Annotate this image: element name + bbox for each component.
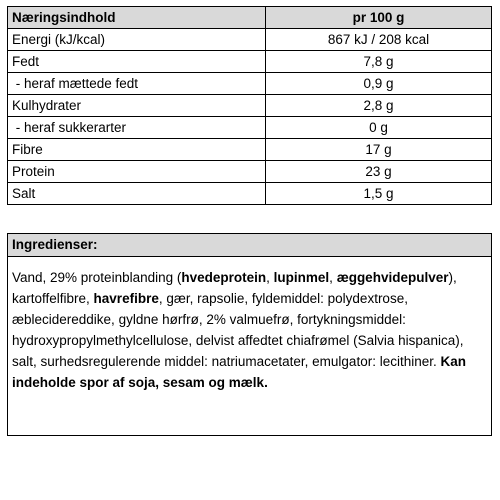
ingredient-text: ,: [266, 270, 274, 285]
nutrient-value: 0,9 g: [266, 73, 492, 95]
nutrition-header-row: [8, 7, 492, 29]
nutrition-row: [8, 161, 492, 183]
ingredient-text: ), kartoffelfibre,: [12, 270, 457, 306]
nutrient-label: - heraf sukkerarter: [8, 117, 266, 139]
nutrient-label: - heraf mættede fedt: [8, 73, 266, 95]
nutrient-label: Salt: [8, 183, 266, 205]
nutrition-header-label: Næringsindhold: [8, 7, 266, 29]
nutrient-label: Fedt: [8, 51, 266, 73]
nutrient-label: Energi (kJ/kcal): [8, 29, 266, 51]
nutrient-value: 867 kJ / 208 kcal: [266, 29, 492, 51]
ingredient-text: Vand, 29% proteinblanding (: [12, 270, 182, 285]
ingredient-allergen: lupinmel: [273, 270, 330, 285]
nutrient-label: Protein: [8, 161, 266, 183]
nutrition-row: [8, 139, 492, 161]
ingredient-allergen: Kan indeholde spor af soja, sesam og mælk.: [12, 354, 466, 390]
nutrient-value: 23 g: [266, 161, 492, 183]
nutrition-row: [8, 73, 492, 95]
nutrition-row: [8, 183, 492, 205]
nutrition-row: [8, 95, 492, 117]
ingredients-box: [7, 233, 492, 436]
nutrient-value: 1,5 g: [266, 183, 492, 205]
ingredient-text: , gær, rapsolie, fyldemiddel: polydextrose, æblecidereddike, gyldne hørfrø, 2% valmuefrø, fortykningsmiddel: hydroxypropylmethylcellulose, delvist affedtet chiafrømel (Salvia hispanica), salt, surhedsregulerende middel: natriumacetater, emulgator: lecithiner.: [12, 291, 464, 369]
ingredients-heading: Ingredienser:: [8, 234, 491, 257]
nutrient-value: 7,8 g: [266, 51, 492, 73]
ingredient-allergen: æggehvidepulver: [336, 270, 449, 285]
ingredient-allergen: hvedeprotein: [181, 270, 267, 285]
nutrition-row: [8, 117, 492, 139]
nutrition-header-per: pr 100 g: [266, 7, 492, 29]
nutrient-value: 0 g: [266, 117, 492, 139]
nutrient-label: Fibre: [8, 139, 266, 161]
ingredient-text: ,: [329, 270, 337, 285]
nutrition-row: [8, 29, 492, 51]
nutrient-value: 17 g: [266, 139, 492, 161]
ingredient-allergen: havrefibre: [93, 291, 159, 306]
nutrient-label: Kulhydrater: [8, 95, 266, 117]
nutrition-table: [7, 6, 492, 205]
nutrition-row: [8, 51, 492, 73]
ingredients-text: [8, 257, 491, 393]
nutrient-value: 2,8 g: [266, 95, 492, 117]
